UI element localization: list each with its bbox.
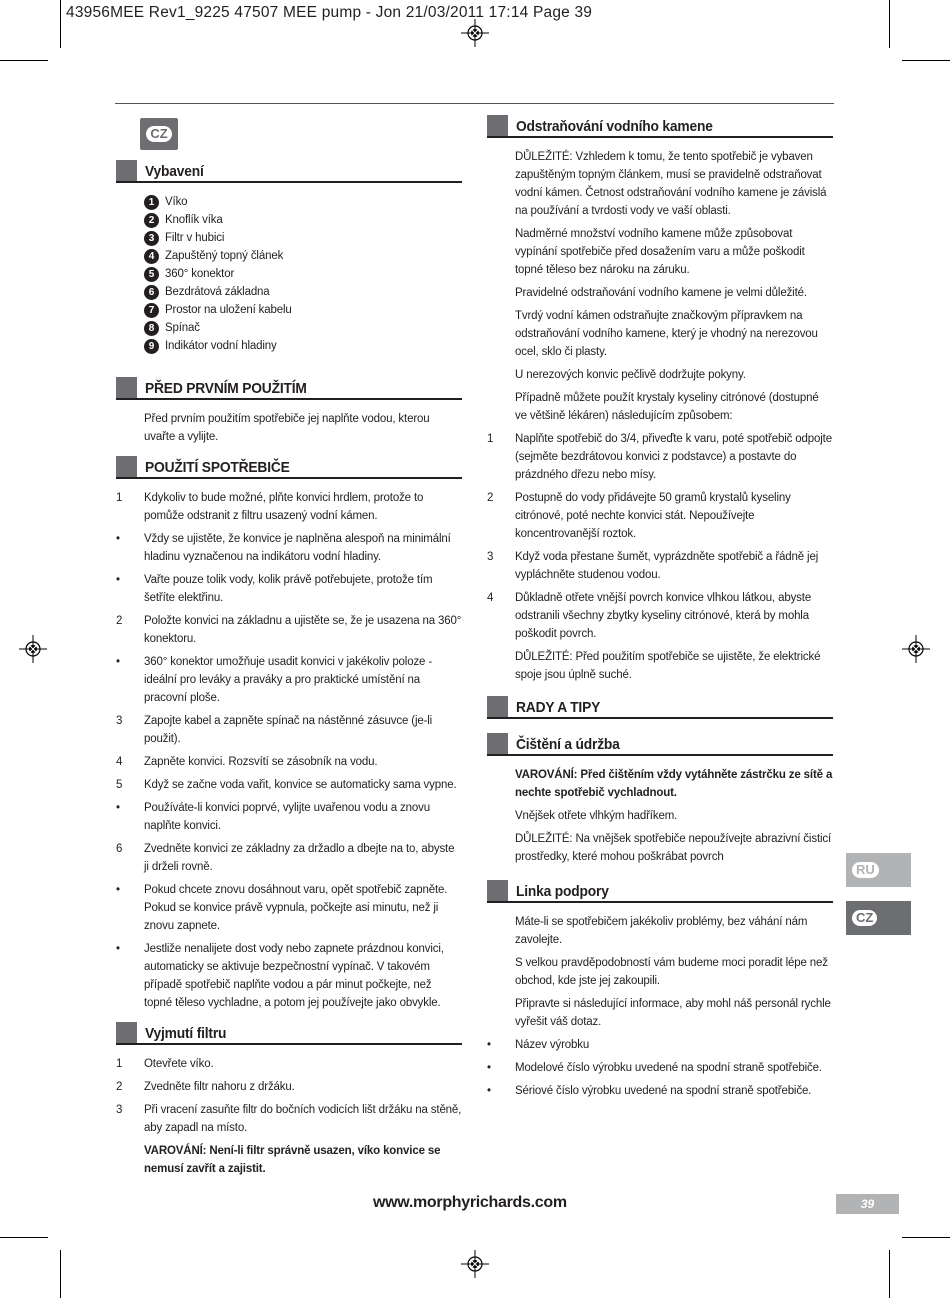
part-number-badge: 1: [144, 195, 159, 210]
parts-list: [144, 193, 462, 355]
part-item: [144, 247, 462, 265]
paragraph: Před prvním použitím spotřebiče jej naplňte vodou, kterou uvařte a vylijte.: [144, 413, 430, 443]
paragraph: DŮLEŽITÉ: Vzhledem k tomu, že tento spotřebič je vybaven zapuštěným topným článkem, musí se pravidelně odstraňovat vodní kámen. Četnost odstraňování vodního kamene je závislá na používání a tvrdosti vody ve vaší oblasti.: [515, 151, 827, 217]
heading-text: POUŽITÍ SPOTŘEBIČE: [145, 459, 290, 476]
list-marker: •: [116, 574, 120, 586]
heading-text: Vyjmutí filtru: [145, 1025, 227, 1042]
part-item: [144, 229, 462, 247]
section-heading-filtr: [116, 1022, 462, 1045]
list-marker: 6: [116, 843, 123, 855]
part-item: [144, 319, 462, 337]
part-label: Zapuštěný topný článek: [165, 250, 284, 262]
part-item: [144, 283, 462, 301]
list-item: [116, 799, 462, 835]
list-item: [116, 1101, 462, 1137]
left-column: [116, 118, 462, 1183]
part-label: Filtr v hubici: [165, 232, 225, 244]
instruction-list: [487, 430, 833, 643]
print-slug: 43956MEE Rev1_9225 47507 MEE pump - Jon 21/03/2011 17:14 Page 39: [66, 4, 593, 21]
paragraph-group: [487, 807, 833, 866]
list-item-text: Zapojte kabel a zapněte spínač na nástěnné zásuvce (je-li použit).: [144, 715, 433, 745]
list-item: [116, 1055, 462, 1073]
tab-label: CZ: [852, 910, 877, 926]
warning-text: VAROVÁNÍ: Před čištěním vždy vytáhněte zástrčku ze sítě a nechte spotřebič vychladnout.: [515, 769, 833, 799]
page-number: 39: [836, 1194, 899, 1214]
list-item: [116, 712, 462, 748]
part-number-badge: 9: [144, 339, 159, 354]
paragraph: S velkou pravděpodobností vám budeme moci poradit lépe než obchod, kde jste jej zakoupili.: [515, 957, 828, 987]
paragraph: Vnějšek otřete vlhkým hadříkem.: [515, 810, 678, 822]
part-label: 360° konektor: [165, 268, 235, 280]
list-marker: 1: [116, 1058, 123, 1070]
paragraph: Nadměrné množství vodního kamene může způsobovat vypínání spotřebiče před dosažením varu a může poškodit topné těleso bez nároku na záruku.: [515, 228, 805, 276]
heading-square-icon: [487, 115, 508, 136]
bullet-list: [487, 1036, 833, 1100]
section-heading-pouziti: [116, 456, 462, 479]
part-number-badge: 4: [144, 249, 159, 264]
list-item-text: Důkladně otřete vnější povrch konvice vlhkou látkou, abyste odstranili všechny zbytky kyseliny citrónové, která by mohla poškodit povrch.: [515, 592, 812, 640]
crop-mark: [902, 1237, 950, 1238]
section-heading-rady: [487, 696, 833, 719]
section-heading-cisteni: [487, 733, 833, 756]
part-item: [144, 193, 462, 211]
right-column: [487, 115, 833, 1105]
part-label: Víko: [165, 196, 188, 208]
list-item: [487, 1059, 833, 1077]
list-item-text: Když se začne voda vařit, konvice se automaticky sama vypne.: [144, 779, 457, 791]
instruction-list: [116, 1055, 462, 1137]
crop-mark: [60, 1250, 61, 1298]
top-rule: [115, 103, 834, 104]
language-tab-cz[interactable]: [846, 901, 911, 935]
language-badge-label: CZ: [146, 126, 171, 142]
heading-square-icon: [116, 1022, 137, 1043]
list-item-text: Když voda přestane šumět, vyprázdněte spotřebič a řádně jej vypláchněte studenou vodou.: [515, 551, 819, 581]
part-number-badge: 5: [144, 267, 159, 282]
paragraph-group: [487, 148, 833, 425]
list-item-text: Naplňte spotřebič do 3/4, přiveďte k varu, poté spotřebič odpojte (sejměte bezdrátovou konvici z podstavce) a postavte do prázdného dřezu nebo mísy.: [515, 433, 832, 481]
list-item-text: Při vracení zasuňte filtr do bočních vodicích lišt držáku na stěně, aby zapadl na místo.: [144, 1104, 462, 1134]
list-marker: 1: [487, 433, 494, 445]
part-item: [144, 265, 462, 283]
list-item: [116, 571, 462, 607]
list-marker: •: [116, 884, 120, 896]
tab-label: RU: [852, 862, 879, 878]
heading-text: Vybavení: [145, 163, 204, 180]
heading-square-icon: [116, 377, 137, 398]
warning-text: VAROVÁNÍ: Není-li filtr správně usazen, víko konvice se nemusí zavřít a zajistit.: [144, 1145, 441, 1175]
paragraph: Pravidelné odstraňování vodního kamene je velmi důležité.: [515, 287, 807, 299]
registration-mark-icon: [902, 635, 930, 663]
list-item: [116, 881, 462, 935]
crop-mark: [889, 0, 890, 48]
paragraph: Tvrdý vodní kámen odstraňujte značkovým přípravkem na odstraňování vodního kamene, který je vhodný na nerezovou ocel, sklo či plasty.: [515, 310, 818, 358]
list-marker: 3: [487, 551, 494, 563]
section-heading-kamen: [487, 115, 833, 138]
list-item-text: Postupně do vody přidávejte 50 gramů krystalů kyseliny citrónové, poté nechte konvici stát. Nepoužívejte koncentrovanější roztok.: [515, 492, 791, 540]
list-item-text: Zvedněte konvici ze základny za držadlo a dbejte na to, abyste ji drželi rovně.: [144, 843, 455, 873]
heading-text: Odstraňování vodního kamene: [516, 118, 713, 135]
list-marker: 4: [116, 756, 123, 768]
registration-mark-icon: [461, 1250, 489, 1278]
list-marker: 3: [116, 715, 123, 727]
registration-mark-icon: [461, 19, 489, 47]
list-item-text: Modelové číslo výrobku uvedené na spodní straně spotřebiče.: [515, 1062, 822, 1074]
list-item-text: Jestliže nenalijete dost vody nebo zapnete prázdnou konvici, automaticky se aktivuje bezpečnostní vypínač. V takovém případě spotřebič naplňte vodou a pár minut počkejte, než topné těleso vychladne, a potom jej používejte jako obvykle.: [144, 943, 444, 1009]
paragraph: Připravte si následující informace, aby mohl náš personál rychle vyřešit váš dotaz.: [515, 998, 831, 1028]
list-item: [116, 840, 462, 876]
list-item: [487, 589, 833, 643]
list-item-text: Vždy se ujistěte, že konvice je naplněna alespoň na minimální hladinu vyznačenou na indikátoru vodní hladiny.: [144, 533, 451, 563]
crop-mark: [60, 0, 61, 48]
crop-mark: [0, 60, 48, 61]
list-marker: 2: [487, 492, 494, 504]
list-item-text: Sériové číslo výrobku uvedené na spodní straně spotřebiče.: [515, 1085, 812, 1097]
instruction-list: [116, 489, 462, 1012]
list-marker: •: [487, 1085, 491, 1097]
registration-mark-icon: [19, 635, 47, 663]
section-heading-vybaveni: [116, 160, 462, 183]
paragraph: DŮLEŽITÉ: Na vnějšek spotřebiče nepoužívejte abrazivní čisticí prostředky, které mohou poškrábat povrch: [515, 833, 832, 863]
list-marker: 4: [487, 592, 494, 604]
heading-text: RADY A TIPY: [516, 699, 601, 716]
section-heading-pred: [116, 377, 462, 400]
paragraph: U nerezových konvic pečlivě dodržujte pokyny.: [515, 369, 746, 381]
part-item: [144, 337, 462, 355]
heading-square-icon: [487, 696, 508, 717]
list-item: [487, 1082, 833, 1100]
list-item-text: Pokud chcete znovu dosáhnout varu, opět spotřebič zapněte. Pokud se konvice právě vypnula, počkejte asi minutu, než ji znovu zapnete.: [144, 884, 448, 932]
language-tab-ru[interactable]: [846, 853, 911, 887]
list-marker: 3: [116, 1104, 123, 1116]
list-item-text: 360° konektor umožňuje usadit konvici v jakékoliv poloze - ideální pro leváky a praváky a pro praktické umístění na pracovní ploše.: [144, 656, 433, 704]
paragraph-group: [487, 913, 833, 1031]
list-item: [116, 530, 462, 566]
list-item: [487, 489, 833, 543]
list-item-text: Kdykoliv to bude možné, plňte konvici hrdlem, protože to pomůže odstranit z filtru usazený vodní kámen.: [144, 492, 424, 522]
list-item: [116, 940, 462, 1012]
heading-text: PŘED PRVNÍM POUŽITÍM: [145, 380, 307, 397]
list-marker: •: [487, 1062, 491, 1074]
part-number-badge: 6: [144, 285, 159, 300]
list-marker: 1: [116, 492, 123, 504]
language-badge: [140, 118, 178, 150]
heading-text: Linka podpory: [516, 883, 609, 900]
list-item: [116, 489, 462, 525]
list-item: [116, 1078, 462, 1096]
list-marker: •: [116, 802, 120, 814]
list-marker: •: [116, 943, 120, 955]
crop-mark: [902, 60, 950, 61]
crop-mark: [889, 1250, 890, 1298]
list-item-text: Zvedněte filtr nahoru z držáku.: [144, 1081, 295, 1093]
part-number-badge: 2: [144, 213, 159, 228]
heading-square-icon: [487, 880, 508, 901]
part-number-badge: 3: [144, 231, 159, 246]
list-item: [116, 612, 462, 648]
paragraph: Případně můžete použít krystaly kyseliny citrónové (dostupné ve většině lékáren) následujícím způsobem:: [515, 392, 819, 422]
list-item-text: Otevřete víko.: [144, 1058, 214, 1070]
part-label: Indikátor vodní hladiny: [165, 340, 277, 352]
heading-text: Čištění a údržba: [516, 736, 620, 753]
list-item-text: Vařte pouze tolik vody, kolik právě potřebujete, protože tím šetříte elektřinu.: [144, 574, 433, 604]
list-item: [487, 548, 833, 584]
list-item: [116, 776, 462, 794]
part-label: Knoflík víka: [165, 214, 223, 226]
part-label: Prostor na uložení kabelu: [165, 304, 292, 316]
note-text: DŮLEŽITÉ: Před použitím spotřebiče se ujistěte, že elektrické spoje jsou úplně suché.: [515, 651, 821, 681]
list-item: [487, 430, 833, 484]
list-item-text: Používáte-li konvici poprvé, vylijte uvařenou vodu a znovu naplňte konvici.: [144, 802, 430, 832]
part-item: [144, 301, 462, 319]
part-number-badge: 7: [144, 303, 159, 318]
part-item: [144, 211, 462, 229]
part-number-badge: 8: [144, 321, 159, 336]
list-marker: •: [116, 533, 120, 545]
list-marker: 2: [116, 615, 123, 627]
list-item-text: Položte konvici na základnu a ujistěte se, že je usazena na 360° konektoru.: [144, 615, 462, 645]
list-marker: •: [487, 1039, 491, 1051]
list-marker: •: [116, 656, 120, 668]
part-label: Bezdrátová základna: [165, 286, 270, 298]
heading-square-icon: [116, 456, 137, 477]
list-item-text: Název výrobku: [515, 1039, 590, 1051]
list-marker: 5: [116, 779, 123, 791]
list-item: [487, 1036, 833, 1054]
heading-square-icon: [487, 733, 508, 754]
list-marker: 2: [116, 1081, 123, 1093]
website-url: www.morphyrichards.com: [373, 1194, 567, 1211]
list-item: [116, 753, 462, 771]
part-label: Spínač: [165, 322, 200, 334]
heading-square-icon: [116, 160, 137, 181]
crop-mark: [0, 1237, 48, 1238]
section-heading-linka: [487, 880, 833, 903]
list-item-text: Zapněte konvici. Rozsvítí se zásobník na vodu.: [144, 756, 378, 768]
paragraph: Máte-li se spotřebičem jakékoliv problémy, bez váhání nám zavolejte.: [515, 916, 808, 946]
list-item: [116, 653, 462, 707]
